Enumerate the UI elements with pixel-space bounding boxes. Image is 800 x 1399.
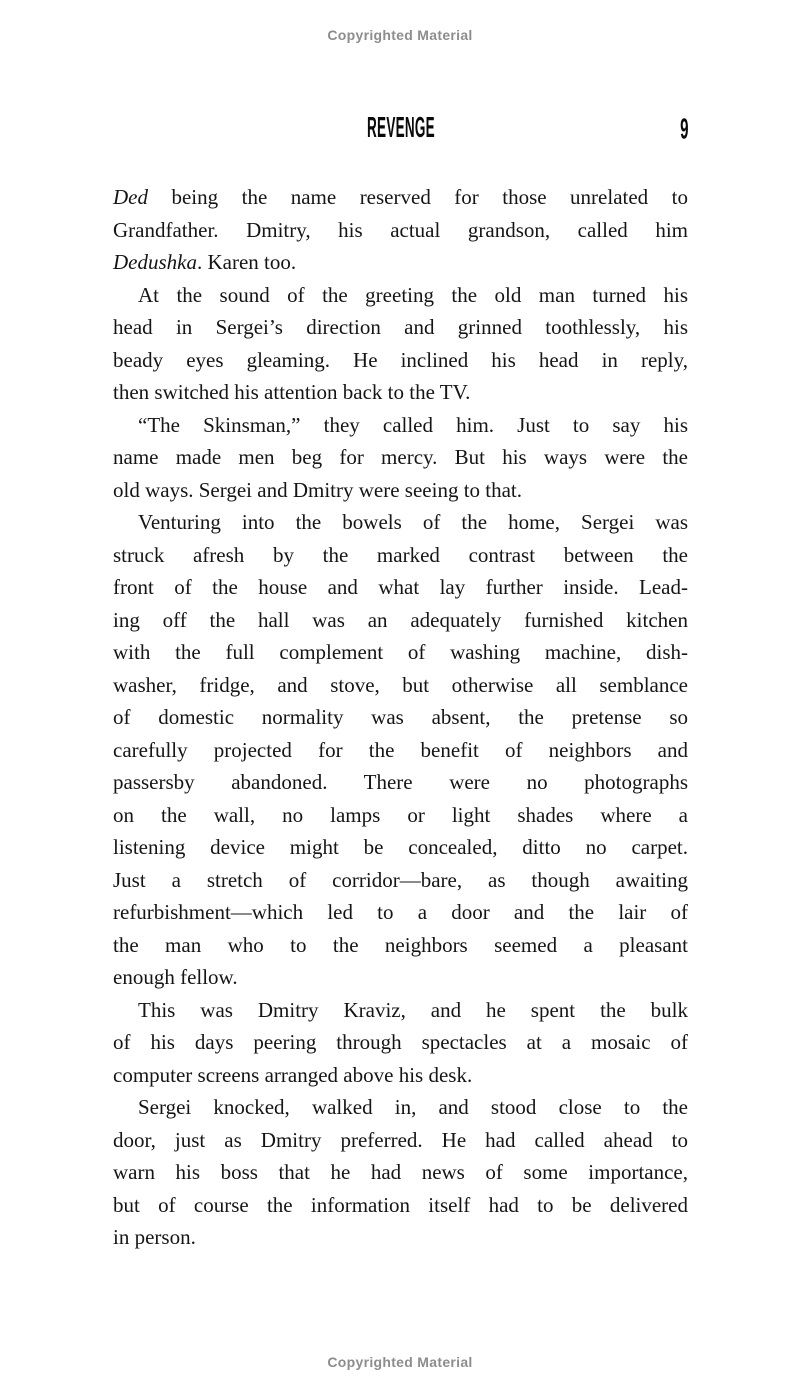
body-text [113, 181, 688, 1254]
paragraph [113, 181, 688, 279]
text-line: of his days peering through spectacles at a mosaic of [113, 1030, 688, 1054]
text-line: old ways. Sergei and Dmitry were seeing to that. [113, 477, 523, 502]
text-line: head in Sergei’s direction and grinned toothlessly, his [113, 315, 688, 339]
text-line: in person. [113, 1225, 196, 1249]
running-head-title: REVENGE [366, 110, 435, 144]
text-line: passersby abandoned. There were no photographs [113, 770, 688, 794]
paragraph [113, 506, 688, 994]
text-line: the man who to the neighbors seemed a pleasant [113, 932, 688, 957]
paragraph [113, 409, 688, 507]
text-line: ing off the hall was an adequately furnished kitchen [113, 607, 688, 632]
text-line: Grandfather. Dmitry, his actual grandson, called him [113, 217, 688, 242]
paragraph [113, 1091, 688, 1254]
text-line: refurbishment—which led to a door and the lair of [113, 900, 688, 924]
text-line: listening device might be concealed, ditto no carpet. [113, 835, 688, 859]
text-line: Dedushka. Karen too. [113, 250, 297, 274]
text-line: carefully projected for the benefit of neighbors and [113, 737, 688, 762]
text-line: Ded being the name reserved for those unrelated to [113, 185, 688, 209]
text-line: “The Skinsman,” they called him. Just to say his [138, 412, 688, 437]
copyright-notice-top: Copyrighted Material [327, 27, 473, 43]
text-line: Just a stretch of corridor—bare, as though awaiting [113, 867, 688, 892]
paragraph [113, 279, 688, 409]
text-line: computer screens arranged above his desk. [113, 1062, 473, 1087]
text-line: name made men beg for mercy. But his ways were the [113, 445, 688, 469]
text-line: enough fellow. [113, 965, 238, 989]
text-line: then switched his attention back to the TV. [113, 380, 471, 404]
page-number: 9 [679, 112, 688, 145]
text-line: This was Dmitry Kraviz, and he spent the bulk [138, 997, 688, 1022]
text-line: on the wall, no lamps or light shades where a [113, 802, 688, 827]
text-line: struck afresh by the marked contrast between the [113, 542, 688, 567]
running-head [113, 110, 688, 145]
paragraph [113, 994, 688, 1092]
text-line: warn his boss that he had news of some importance, [113, 1160, 688, 1184]
text-line: Sergei knocked, walked in, and stood close to the [138, 1095, 688, 1119]
text-line: door, just as Dmitry preferred. He had called ahead to [113, 1127, 688, 1152]
text-line: front of the house and what lay further inside. Lead- [113, 575, 688, 599]
text-line: with the full complement of washing machine, dish- [113, 640, 688, 664]
text-line: of domestic normality was absent, the pretense so [113, 705, 688, 729]
text-line: Venturing into the bowels of the home, Sergei was [138, 510, 688, 534]
text-line: At the sound of the greeting the old man turned his [138, 282, 688, 307]
text-line: washer, fridge, and stove, but otherwise all semblance [113, 672, 688, 697]
text-line: beady eyes gleaming. He inclined his head in reply, [113, 347, 688, 372]
copyright-notice-bottom: Copyrighted Material [327, 1354, 473, 1370]
text-line: but of course the information itself had to be delivered [113, 1192, 688, 1217]
